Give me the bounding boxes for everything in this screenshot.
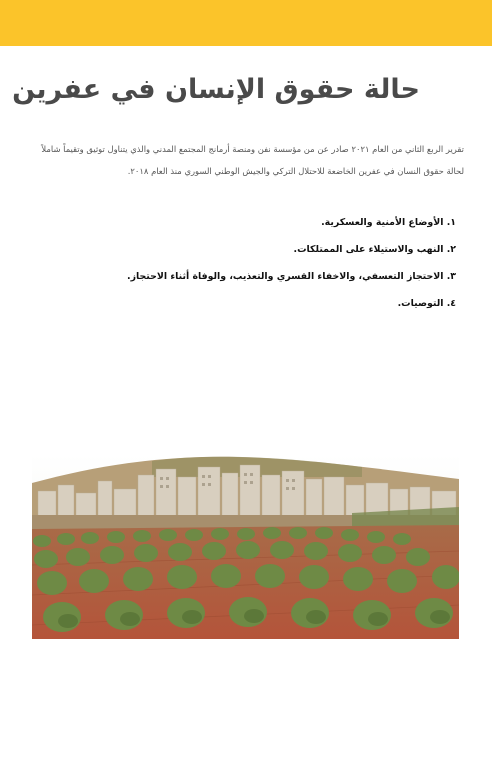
olive-grove-image (32, 455, 459, 639)
contents-item-looting: ٢. النهب والاستيلاء على الممتلكات. (293, 244, 456, 255)
contents-item-detention: ٣. الاحتجاز التعسفي، والاخفاء القسري والتعذيب، والوفاة أثناء الاحتجاز. (127, 271, 456, 282)
intro-line-1: تقرير الربع الثاني من العام ٢٠٢١ صادر عن من مؤسسة نفن ومنصة أرمانج المجتمع المدني والذي يتناول توثيق وتقيماً شاملاً (41, 144, 464, 154)
intro-line-2: لحالة حقوق النسان في عفرين الخاضعة للاحتلال التركي والجيش الوطني السوري منذ العام ٢٠١٨. (127, 166, 464, 176)
yellow-header-bar (0, 0, 492, 46)
cover-photo (32, 455, 459, 639)
contents-item-recommendations: ٤. التوصيات. (397, 298, 456, 309)
intro-paragraph (30, 138, 464, 182)
contents-item-security: ١. الأوضاع الأمنية والعسكرية. (321, 217, 456, 228)
page-title: حالة حقوق الإنسان في عفرين (12, 74, 420, 105)
contents-list (36, 209, 456, 317)
